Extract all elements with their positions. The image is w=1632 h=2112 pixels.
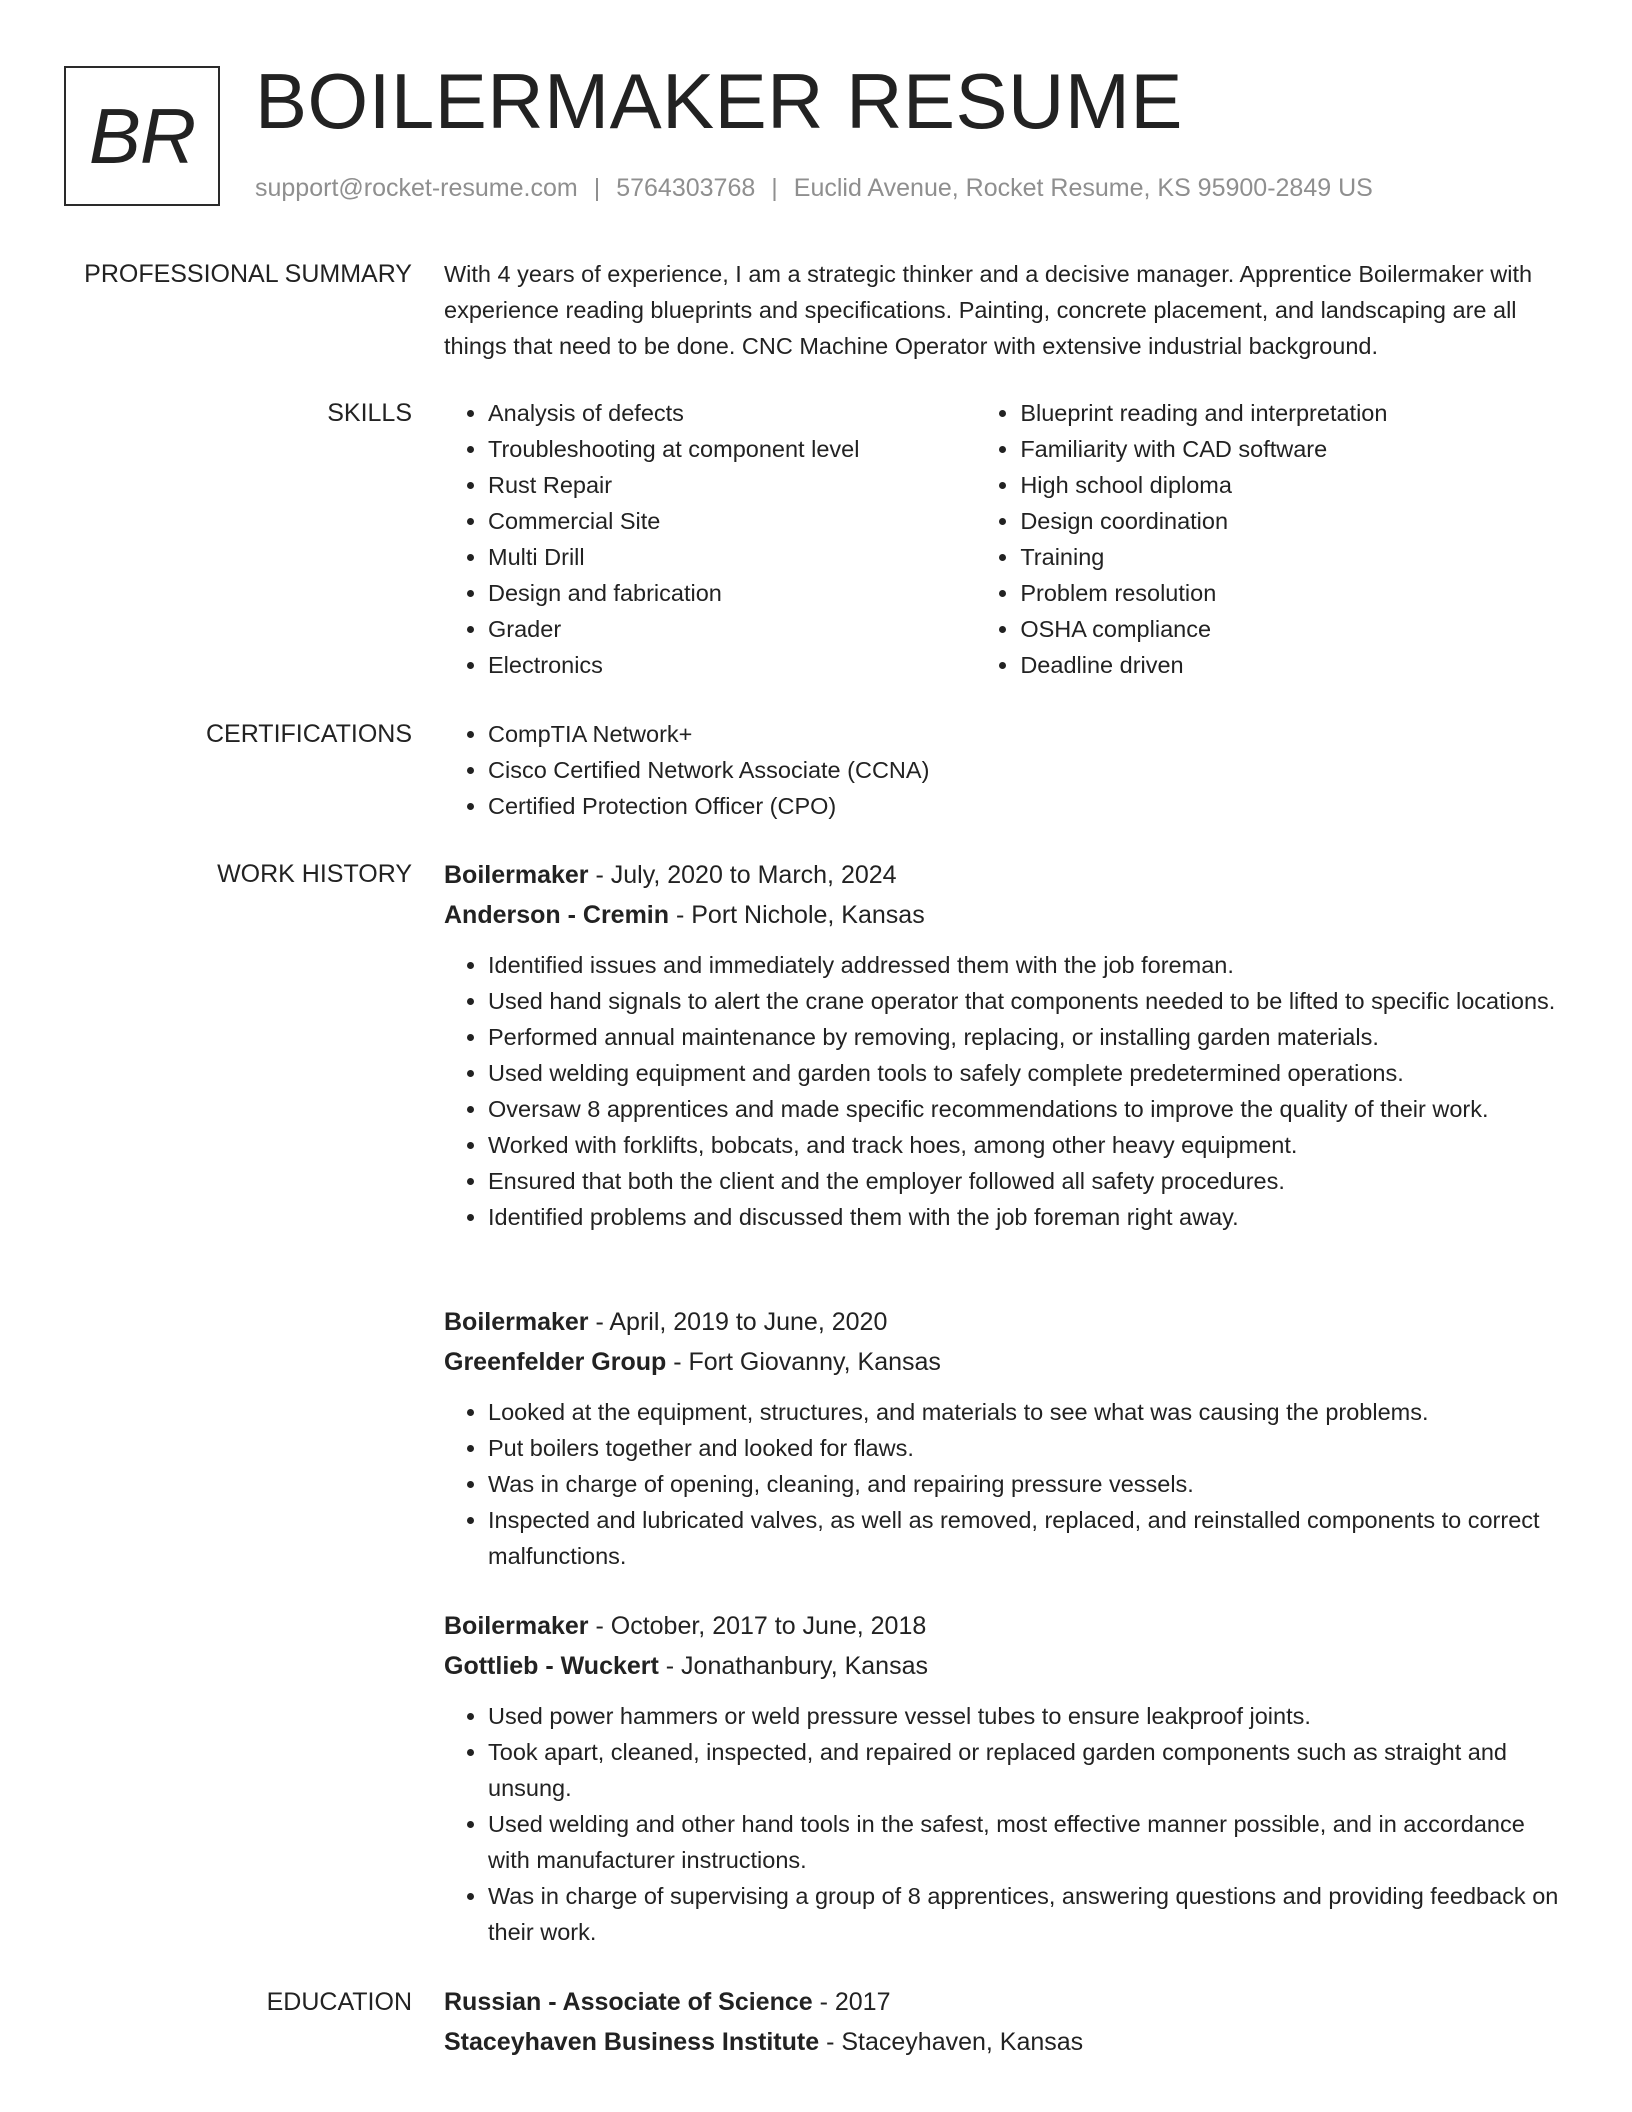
monogram-logo: BR	[64, 66, 220, 206]
skill-item: • Analysis of defects	[488, 395, 976, 431]
skills-list-left	[444, 395, 976, 683]
education-year: - 2017	[812, 1988, 891, 2016]
job-title-line	[444, 855, 1564, 895]
job-bullet: • Used hand signals to alert the crane operator that components needed to be lifted to specific locations.	[488, 983, 1564, 1019]
job-dates: - July, 2020 to March, 2024	[588, 861, 897, 889]
education-degree: Russian - Associate of Science	[444, 1988, 813, 2016]
job-bullets	[444, 947, 1564, 1235]
contact-address: Euclid Avenue, Rocket Resume, KS 95900-2849 US	[793, 174, 1373, 202]
skill-item: • Commercial Site	[488, 503, 976, 539]
job-bullet: • Worked with forklifts, bobcats, and track hoes, among other heavy equipment.	[488, 1127, 1564, 1163]
job-bullets	[444, 1698, 1564, 1950]
job-company-line	[444, 1342, 1564, 1382]
job-dates: - October, 2017 to June, 2018	[588, 1612, 927, 1640]
skills-label: SKILLS	[327, 399, 412, 427]
summary-text: With 4 years of experience, I am a strategic thinker and a decisive manager. Apprentice Boilermaker with experience reading blueprints and specifications. Painting, concrete placement, and landscaping are all things that need to be done. CNC Machine Operator with extensive industrial background.	[444, 261, 1533, 359]
job-title: Boilermaker	[444, 1612, 589, 1640]
skill-item: • Deadline driven	[1020, 647, 1564, 683]
job-bullet: • Was in charge of supervising a group of 8 apprentices, answering questions and providing feedback on their work.	[488, 1878, 1564, 1950]
skill-item: • OSHA compliance	[1020, 611, 1564, 647]
contact-separator: |	[771, 174, 778, 202]
education-location: - Staceyhaven, Kansas	[819, 2028, 1084, 2056]
job-bullet: • Identified issues and immediately addressed them with the job foreman.	[488, 947, 1564, 983]
resume-title: BOILERMAKER RESUME	[255, 57, 1183, 145]
job-bullet: • Put boilers together and looked for flaws.	[488, 1430, 1564, 1466]
education-school-line	[444, 2022, 1564, 2062]
job-title: Boilermaker	[444, 1308, 589, 1336]
education-degree-line	[444, 1982, 1564, 2022]
skill-item: • Electronics	[488, 647, 976, 683]
certifications-label: CERTIFICATIONS	[205, 720, 412, 748]
certification-item: • CompTIA Network+	[488, 716, 1564, 752]
skill-item: • Grader	[488, 611, 976, 647]
certifications-body	[444, 716, 1564, 824]
job-location: - Jonathanbury, Kansas	[658, 1652, 928, 1680]
job-bullet: • Used power hammers or weld pressure vessel tubes to ensure leakproof joints.	[488, 1698, 1564, 1734]
education-label: EDUCATION	[266, 1988, 412, 2016]
skill-item: • Blueprint reading and interpretation	[1020, 395, 1564, 431]
job-bullet: • Looked at the equipment, structures, and materials to see what was causing the problems.	[488, 1394, 1564, 1430]
contact-line	[255, 172, 1373, 204]
job-title-line	[444, 1302, 1564, 1342]
skill-item: • Rust Repair	[488, 467, 976, 503]
skill-item: • Design coordination	[1020, 503, 1564, 539]
job-bullet: • Was in charge of opening, cleaning, and repairing pressure vessels.	[488, 1466, 1564, 1502]
job-company-line	[444, 895, 1564, 935]
contact-separator: |	[593, 174, 601, 202]
job-bullet: • Ensured that both the client and the employer followed all safety procedures.	[488, 1163, 1564, 1199]
certification-item: • Certified Protection Officer (CPO)	[488, 788, 1564, 824]
job-bullet: • Used welding and other hand tools in the safest, most effective manner possible, and in accordance with manufacturer instructions.	[488, 1806, 1564, 1878]
contact-email[interactable]: support@rocket-resume.com	[255, 174, 578, 202]
job-bullet: • Oversaw 8 apprentices and made specific recommendations to improve the quality of their work.	[488, 1091, 1564, 1127]
job-company: Anderson - Cremin	[444, 901, 670, 929]
job-dates: - April, 2019 to June, 2020	[588, 1308, 888, 1336]
job-bullets	[444, 1394, 1564, 1574]
education-body	[444, 1982, 1564, 2062]
skill-item: • Familiarity with CAD software	[1020, 431, 1564, 467]
job-company: Greenfelder Group	[444, 1348, 667, 1376]
job-title-line	[444, 1606, 1564, 1646]
work-history-label: WORK HISTORY	[217, 860, 412, 888]
summary-label: PROFESSIONAL SUMMARY	[84, 260, 412, 288]
contact-phone[interactable]: 5764303768	[616, 174, 756, 202]
job-location: - Fort Giovanny, Kansas	[666, 1348, 941, 1376]
job-bullet: • Identified problems and discussed them with the job foreman right away.	[488, 1199, 1564, 1235]
job-bullet: • Used welding equipment and garden tools to safely complete predetermined operations.	[488, 1055, 1564, 1091]
job-bullet: • Inspected and lubricated valves, as well as removed, replaced, and reinstalled components to correct malfunctions.	[488, 1502, 1564, 1574]
job-company: Gottlieb - Wuckert	[444, 1652, 659, 1680]
skills-list-right	[976, 395, 1564, 683]
skill-item: • High school diploma	[1020, 467, 1564, 503]
skill-item: • Training	[1020, 539, 1564, 575]
skill-item: • Design and fabrication	[488, 575, 976, 611]
skills-body	[444, 395, 1564, 683]
certification-item: • Cisco Certified Network Associate (CCNA)	[488, 752, 1564, 788]
skill-item: • Troubleshooting at component level	[488, 431, 976, 467]
job-company-line	[444, 1646, 1564, 1686]
job-title: Boilermaker	[444, 861, 589, 889]
education-school: Staceyhaven Business Institute	[444, 2028, 820, 2056]
job-bullet: • Took apart, cleaned, inspected, and repaired or replaced garden components such as straight and unsung.	[488, 1734, 1564, 1806]
skill-item: • Problem resolution	[1020, 575, 1564, 611]
job-bullet: • Performed annual maintenance by removing, replacing, or installing garden materials.	[488, 1019, 1564, 1055]
job-location: - Port Nichole, Kansas	[669, 901, 925, 929]
skill-item: • Multi Drill	[488, 539, 976, 575]
